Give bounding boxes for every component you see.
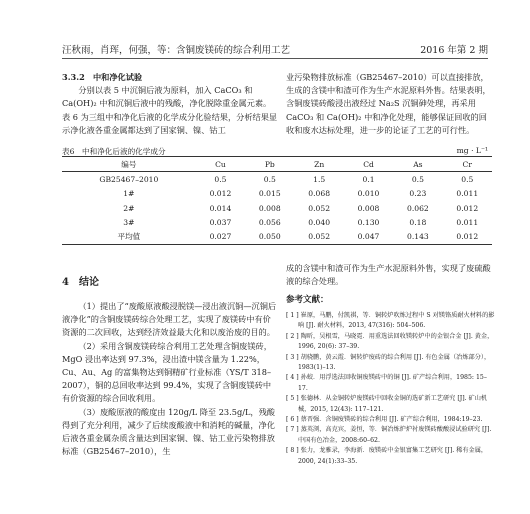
cell: 0.008 [357,203,380,213]
cell: 0.014 [209,203,232,213]
conclusion-paragraph-1: （1）提出了“废酸原液酸浸脱镁—浸出液沉铜—沉铜后液净化”的含铜废镁砖综合处理工艺，实现了废镁砖中有价资源的二次回收，达到经济效益最大化和以废治废的目的。 [62,301,277,338]
conclusion-paragraph-3: （3）废酸原液的酸度由 120g/L 降至 23.5g/L，残酸得到了充分利用，减少了后续废酸液中和消耗的碱量，净化后液各重金属杂质含量达到国家铜、镍、钴工业污染物排放标准（GB25467–2010），生 [62,406,275,457]
chemical-composition-table [62,156,492,245]
reference-item: [ 6 ] 蔡晋强．含铜废镁砖的综合利用 [J]. 矿产综合利用，1984:19–23. [286,416,483,424]
cell: 1# [123,189,135,199]
conclusion-paragraph-2: （2）采用含铜废镁砖综合利用工艺处理含铜废镁砖，MgO 浸出率达到 97.3%，浸出渣中镁含量为 1.22%，Cu、Au、Ag 的富集物达到铜精矿行业标准（YS/T 318–2007），铜的总回收率达到 99.4%，实现了含铜废镁砖中有价资源的综合回收利用。 [62,340,272,404]
cell: 0.5 [214,174,227,184]
reference-item: [ 8 ] 张力，龙雅录，李海新．废镁砖中金银富集工艺研究 [J]. 稀有金属，2000, 24(1):33–35. [286,447,488,465]
cell: 2# [123,203,135,213]
table-row [62,187,492,201]
reference-item: [ 2 ] 陶昕，吴根雪，马晓霓．用重选法回收镁转炉中的金银合金 [J]. 黄金，1996, 20(6): 37–39. [286,332,494,351]
section-heading-332: 3.3.2 中和净化试验 [62,72,143,82]
table-row [62,229,492,244]
table-caption: 表6 中和净化后液的化学成分 [62,147,166,156]
th-id: 编号 [62,157,196,172]
paragraph-continuation: 业污染物排放标准（GB25467–2010）可以直接排放，生成的含镁中和渣可作为生产水泥原料外售。结果表明，含铜废镁砖酸浸出液经过 Na₂S 沉铜砷处理，再采用 CaCO₃ 和 Ca(OH)₂ 中和净化处理，能够保证回收的回收和废水达标处理，进一步的论证了工艺的可行性。 [286,72,491,135]
cell: 0.010 [357,189,380,199]
th-cd: Cd [344,157,393,172]
references-heading: 参考文献： [286,295,329,305]
reference-item: [ 5 ] 张德林．从金铜转炉废镁砖中回收金铜的选矿新工艺研究 [J]. 矿山机械，2015, 12(43): 117–121. [286,395,488,413]
cell: 0.1 [362,174,375,184]
reference-item: [ 3 ] 胡骁鹏，黄云霞．铜转炉废砖的综合利用 [J]. 有色金属（冶炼部分），1983(1)–13. [286,353,491,372]
right-mid-block [286,262,494,288]
cell: 0.5 [263,174,276,184]
th-cr: Cr [443,157,492,172]
cell: 0.130 [357,217,380,227]
cell: 0.015 [258,189,281,199]
conclusion-continuation: 成的含镁中和渣可作为生产水泥原料外售，实现了废硫酸液的综合处理。 [286,263,491,287]
cell: 0.037 [209,217,232,227]
table-unit: mg · L⁻¹ [456,146,488,155]
cell: 3# [123,217,135,227]
cell: 0.068 [308,189,331,199]
section-heading-conclusion: 4 结论 [62,277,99,288]
cell: 0.052 [308,203,331,213]
conclusion-block [62,300,278,458]
paragraph-neutralization: 分别以表 5 中沉铜后液为原料，加入 CaCO₃ 和 Ca(OH)₂ 中和沉铜后液中的残酸，净化脱除重金属元素。表 6 为三组中和净化后液的化学成分化验结果，分析结果显示净化液各重金属都达到了国家铜、镍、钴工 [62,85,278,135]
cell: 0.5 [461,174,474,184]
table-row [62,201,492,215]
cell: 0.047 [344,229,393,244]
cell: 1.5 [313,174,326,184]
cell: 0.143 [393,229,442,244]
th-pb: Pb [245,157,294,172]
cell: 0.008 [258,203,281,213]
cell: 0.012 [443,229,492,244]
cell: 0.012 [209,189,232,199]
cell: 0.011 [456,189,479,199]
header-rule [62,58,488,59]
reference-item: [ 1 ] 崔原，马鹏，付凯祺，等．铜转炉吹炼过程中 S 对镁铬质耐火材料的影响 [J]. 耐火材料，2013, 47(316): 504–506. [286,312,495,330]
cell: 0.011 [456,217,479,227]
left-top-block [62,71,278,137]
th-zn: Zn [294,157,343,172]
header-authors-title: 汪秋雨，肖珲，何强，等：含铜废镁砖的综合利用工艺 [62,45,291,56]
cell: 0.23 [409,189,427,199]
table-row [62,172,492,187]
th-as: As [393,157,442,172]
header-issue: 2016 年第 2 期 [420,45,488,56]
reference-item: [ 4 ] 孙蛟．用浮选法回收铜废镁砖中的铜 [J]. 矿产综合利用，1985: 15–17. [286,374,487,392]
running-header [62,40,488,56]
cell: 平均值 [62,229,196,244]
cell: 0.012 [456,203,479,213]
cell: GB25467–2010 [99,174,159,184]
cell: 0.027 [196,229,245,244]
right-top-block [286,71,494,137]
th-cu: Cu [196,157,245,172]
cell: 0.18 [409,217,427,227]
cell: 0.056 [258,217,281,227]
references-list [286,311,496,467]
cell: 0.052 [294,229,343,244]
cell: 0.062 [407,203,429,213]
reference-item: [ 7 ] 蒸英浏，高克宾，姜恒，等．铜冶炼炉炉衬废镁砖酸酸浸试验研究 [J]. 中国有色冶金，2008:60–62. [286,426,492,444]
cell: 0.5 [411,174,424,184]
cell: 0.040 [308,217,331,227]
table-row [62,215,492,229]
cell: 0.050 [245,229,294,244]
table-header-row [62,157,492,172]
